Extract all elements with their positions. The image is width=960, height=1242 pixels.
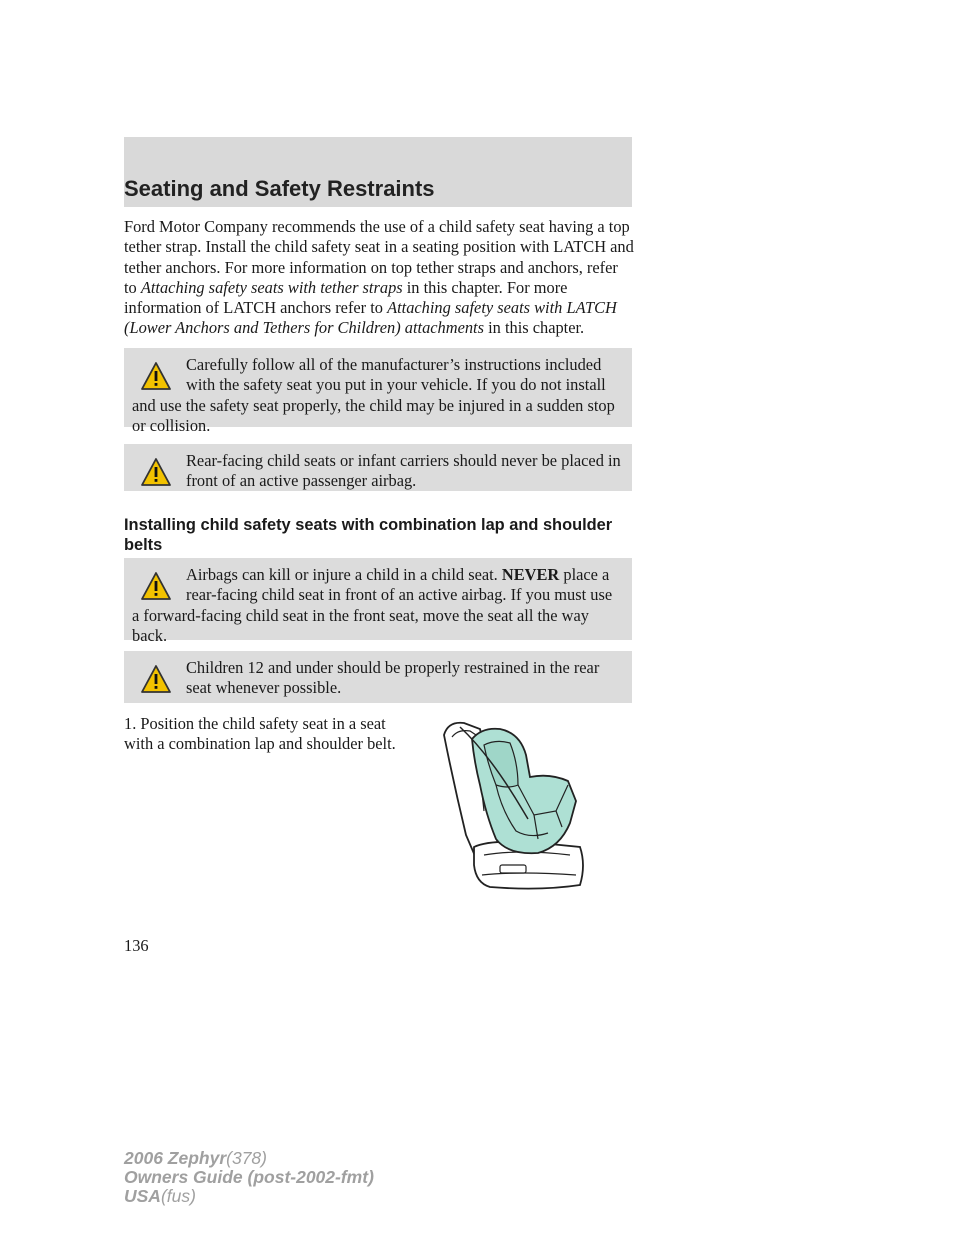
warning-text-1: Carefully follow all of the manufacturer’s instructions included with the safety seat you put in your vehicle. If you do not install and use the safety seat properly, the child may be injured in a sudden stop or collision. xyxy=(132,355,615,435)
warning-box-1 xyxy=(124,348,632,435)
warning-text-4: Children 12 and under should be properly restrained in the rear seat whenever possible. xyxy=(186,658,600,698)
warning-box-4 xyxy=(124,651,632,703)
intro-text-2: in this chapter. For more information of LATCH anchors refer to xyxy=(124,277,568,318)
never-emphasis: NEVER xyxy=(501,565,560,584)
step-1-text: 1. Position the child safety seat in a seat with a combination lap and shoulder belt. xyxy=(124,714,396,754)
latch-reference: Attaching safety seats with LATCH (Lower Anchors and Tethers for Children) attachments xyxy=(124,298,617,338)
footer-line-3 xyxy=(124,1187,374,1206)
page-number: 136 xyxy=(124,936,149,955)
warning-text-3-pre: Airbags can kill or injure a child in a child seat. xyxy=(186,565,502,584)
intro-paragraph xyxy=(124,217,634,339)
warning-icon xyxy=(140,571,172,601)
footer-line-2: Owners Guide (post-2002-fmt) xyxy=(124,1167,374,1187)
footer-model: 2006 Zephyr xyxy=(124,1148,227,1168)
child-seat-illustration xyxy=(430,715,588,900)
footer-market: USA xyxy=(124,1186,161,1206)
intro-text-3: in this chapter. xyxy=(484,318,585,338)
footer-model-code: (378) xyxy=(226,1148,267,1168)
footer-market-code: (fus) xyxy=(160,1186,196,1206)
warning-box-3 xyxy=(124,558,632,645)
warning-icon xyxy=(140,457,172,487)
warning-text-3-post: place a rear-facing child seat in front of an active airbag. If you must use a forward-facing child seat in the front seat, move the seat all the way back. xyxy=(132,565,613,645)
warning-icon xyxy=(140,361,172,391)
warning-icon xyxy=(140,664,172,694)
section-title: Seating and Safety Restraints xyxy=(124,176,435,201)
warning-box-2 xyxy=(124,444,632,491)
intro-text-1: Ford Motor Company recommends the use of a child safety seat having a top tether strap. Install the child safety seat in a seating position with LATCH and tether anchors. For more information on top tether straps and anchors, refer to xyxy=(124,217,634,297)
subheading: Installing child safety seats with combination lap and shoulder belts xyxy=(124,516,613,554)
footer-line-1 xyxy=(124,1149,374,1168)
warning-text-2: Rear-facing child seats or infant carriers should never be placed in front of an active passenger airbag. xyxy=(186,451,621,491)
tether-straps-reference: Attaching safety seats with tether straps xyxy=(140,277,403,297)
document-footer xyxy=(124,1149,374,1206)
